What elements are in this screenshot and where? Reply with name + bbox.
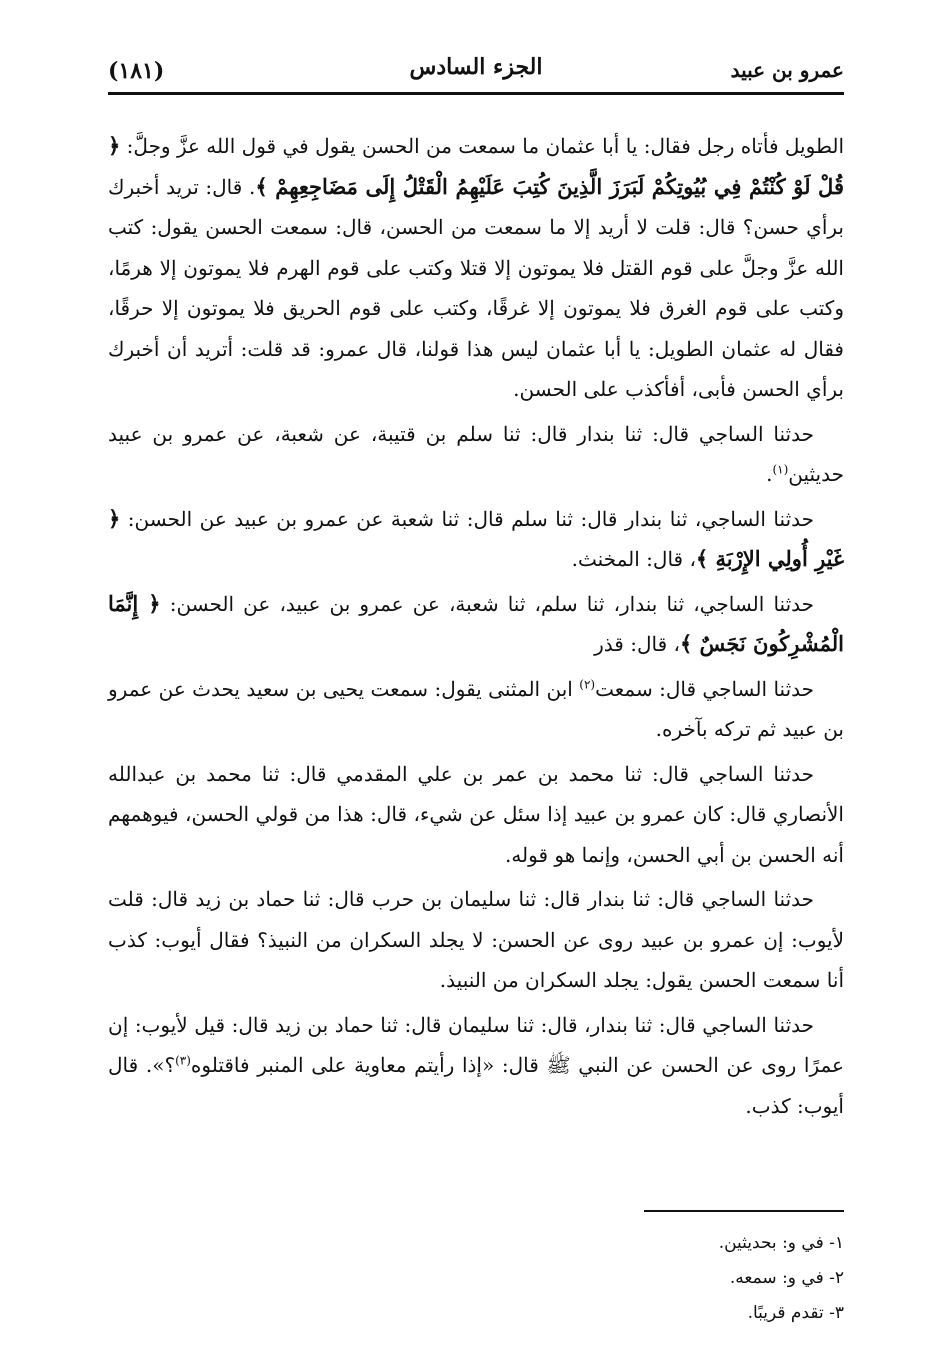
paragraph-8 xyxy=(108,1005,844,1127)
footnote-rule xyxy=(644,1210,844,1212)
footnote-3: ٣- تقدم قريبًا. xyxy=(747,1303,844,1323)
page-header xyxy=(108,48,844,92)
paragraph-6 xyxy=(108,754,844,876)
page-body xyxy=(108,126,844,1126)
text-run: ؟». قال أيوب: كذب. xyxy=(108,1053,844,1118)
text-run: . xyxy=(766,462,773,486)
text-run: حدثنا الساجي، ثنا بندار، ثنا سلم، ثنا شعبة، عن عمرو بن عبيد، عن الحسن: xyxy=(160,591,814,616)
paragraph-4 xyxy=(108,584,844,665)
footnote-2: ٢- في و: سمعه. xyxy=(729,1268,844,1288)
text-run: حدثنا الساجي قال: ثنا بندار، قال: ثنا سليمان قال: ثنا حماد بن زيد قال: قيل لأيوب: إن عمرًا روى عن الحسن عن النبي ﷺ قال: «إذا رأيتم معاوية على المنبر فاقتلوه xyxy=(108,1012,844,1077)
text-run: ابن المثنى يقول: سمعت يحيى بن سعيد يحدث عن عمرو بن عبيد ثم تركه بآخره. xyxy=(108,676,844,741)
paragraph-1 xyxy=(108,126,844,410)
paragraph-3 xyxy=(108,499,844,580)
paragraph-2 xyxy=(108,414,844,495)
text-run: ، قال: المخنث. xyxy=(571,547,696,571)
running-head-section: عمرو بن عبيد xyxy=(730,58,844,82)
footnotes xyxy=(719,1226,844,1331)
quran-verse: ﴿ إِنَّمَا الْمُشْرِكُونَ نَجَسٌ ﴾ xyxy=(108,590,844,656)
running-head-part: الجزء السادس xyxy=(409,54,543,80)
text-run: الطويل فأتاه رجل فقال: يا أبا عثمان ما سمعت من الحسن يقول في قول الله عزَّ وجلَّ: xyxy=(120,134,844,158)
quran-verse: ﴿ غَيْرِ أُولِي الإِرْبَةِ ﴾ xyxy=(108,505,844,571)
book-page xyxy=(108,48,844,1348)
footnote-ref: (٣) xyxy=(175,1053,191,1068)
text-run: . قال: تريد أخبرك برأي حسن؟ قال: قلت لا أريد إلا ما سمعت من الحسن، قال: سمعت الحسن يقول: كتب الله عزَّ وجلَّ على قوم القتل فلا يموتون إلا قتلا وكتب على قوم الهرم فلا يموتون إلا هرمًا، وكتب على قوم الغرق فلا يموتون إلا غرقًا، وكتب على قوم الحريق فلا يموتون إلا حرقًا، فقال له عثمان الطويل: يا أبا عثمان ليس هذا قولنا، قال عمرو: قد قلت: أتريد أن أخبرك برأي الحسن فأبى، أفأكذب على الحسن. xyxy=(108,174,844,401)
page-number: (١٨١) xyxy=(108,58,165,84)
paragraph-5 xyxy=(108,669,844,750)
text-run: ، قال: قذر xyxy=(594,632,680,656)
text-run: حدثنا الساجي قال: ثنا محمد بن عمر بن علي المقدمي قال: ثنا محمد بن عبدالله الأنصاري قال: كان عمرو بن عبيد إذا سئل عن شيء، قال: هذا من قولي الحسن، فيوهمهم أنه الحسن بن أبي الحسن، وإنما هو قوله. xyxy=(108,761,844,867)
text-run: حدثنا الساجي قال: ثنا بندار قال: ثنا سلم بن قتيبة، عن شعبة، عن عمرو بن عبيد حديثين xyxy=(108,421,844,486)
text-run: حدثنا الساجي قال: ثنا بندار قال: ثنا سليمان بن حرب قال: ثنا حماد بن زيد قال: قلت لأيوب: إن عمرو بن عبيد روى عن الحسن: لا يجلد السكران من النبيذ؟ فقال أيوب: كذب أنا سمعت الحسن يقول: يجلد السكران من النبيذ. xyxy=(108,887,844,992)
footnote-ref: (٢) xyxy=(579,676,596,691)
footnote-1: ١- في و: بحديثين. xyxy=(718,1233,844,1253)
header-rule xyxy=(108,92,844,95)
footnote-ref: (١) xyxy=(772,462,789,477)
text-run: حدثنا الساجي، ثنا بندار قال: ثنا سلم قال: ثنا شعبة عن عمرو بن عبيد عن الحسن: xyxy=(120,506,814,531)
quran-verse: ﴿ قُلْ لَوْ كُنْتُمْ فِي بُيُوتِكُمْ لَبَرَزَ الَّذِينَ كُتِبَ عَلَيْهِمُ الْقَتْلُ إِلَى مَضَاجِعِهِمْ ﴾ xyxy=(108,133,844,199)
text-run: حدثنا الساجي قال: سمعت xyxy=(595,676,814,701)
paragraph-7 xyxy=(108,879,844,1001)
